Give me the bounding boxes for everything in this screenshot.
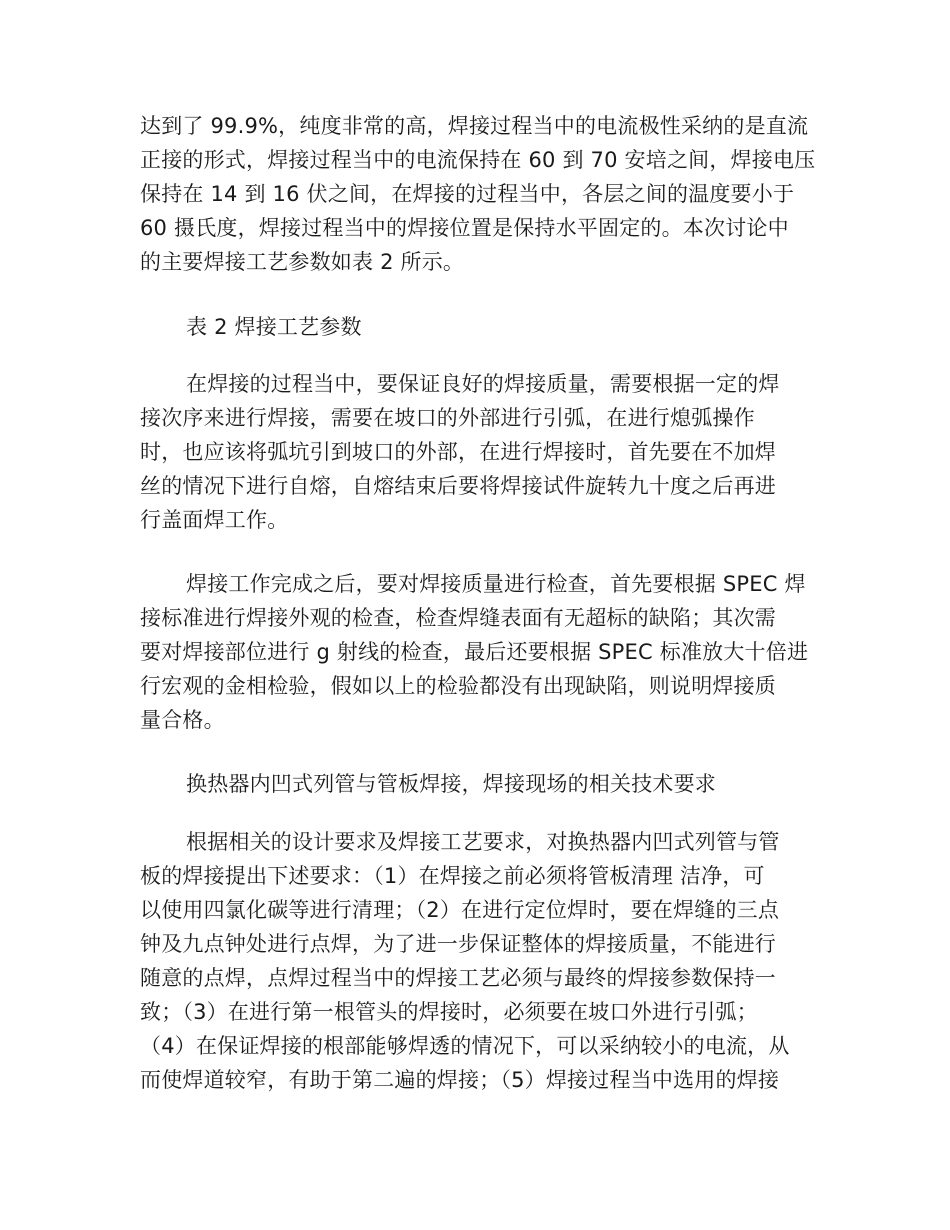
- paragraph-3-line-2: 接次序来进行焊接，需要在坡口的外部进行引弧，在进行熄弧操作: [140, 406, 755, 430]
- section-heading: 换热器内凹式列管与管板焊接，焊接现场的相关技术要求: [186, 772, 716, 796]
- paragraph-1-line-5: 的主要焊接工艺参数如表 2 所示。: [140, 250, 465, 274]
- paragraph-4-line-3: 要对焊接部位进行 g 射线的检查，最后还要根据 SPEC 标准放大十倍进: [140, 640, 809, 664]
- paragraph-1-line-1: 达到了 99.9%，纯度非常的高，焊接过程当中的电流极性采纳的是直流: [140, 114, 809, 138]
- paragraph-6-line-8: 而使焊道较窄，有助于第二遍的焊接；（5）焊接过程当中选用的焊接: [140, 1068, 780, 1092]
- paragraph-3-line-3: 时，也应该将弧坑引到坡口的外部，在进行焊接时，首先要在不加焊: [140, 440, 776, 464]
- paragraph-3-line-5: 行盖面焊工作。: [140, 508, 289, 532]
- paragraph-1-line-4: 60 摄氏度，焊接过程当中的焊接位置是保持水平固定的。本次讨论中: [140, 216, 789, 240]
- paragraph-4-line-5: 量合格。: [140, 708, 225, 732]
- paragraph-6-line-3: 以使用四氯化碳等进行清理；（2）在进行定位焊时，要在焊缝的三点: [140, 898, 780, 922]
- paragraph-6-line-1: 根据相关的设计要求及焊接工艺要求，对换热器内凹式列管与管: [186, 830, 780, 854]
- paragraph-6-line-2: 板的焊接提出下述要求：（1）在焊接之前必须将管板清理 洁净，可: [140, 864, 765, 888]
- table-caption: 表 2 焊接工艺参数: [186, 315, 362, 339]
- paragraph-1-line-3: 保持在 14 到 16 伏之间，在焊接的过程当中，各层之间的温度要小于: [140, 182, 795, 206]
- paragraph-6-line-6: 致；（3）在进行第一根管头的焊接时，必须要在坡口外进行引弧；: [140, 1000, 758, 1024]
- paragraph-6-line-4: 钟及九点钟处进行点焊，为了进一步保证整体的焊接质量，不能进行: [140, 932, 776, 956]
- paragraph-4-line-4: 行宏观的金相检验，假如以上的检验都没有出现缺陷，则说明焊接质: [140, 674, 776, 698]
- paragraph-4-line-1: 焊接工作完成之后，要对焊接质量进行检查，首先要根据 SPEC 焊: [186, 572, 806, 596]
- paragraph-6-line-7: （4）在保证焊接的根部能够焊透的情况下，可以采纳较小的电流，从: [140, 1034, 790, 1058]
- paragraph-4-line-2: 接标准进行焊接外观的检查，检查焊缝表面有无超标的缺陷；其次需: [140, 606, 776, 630]
- paragraph-1-line-2: 正接的形式，焊接过程当中的电流保持在 60 到 70 安培之间，焊接电压: [140, 148, 816, 172]
- paragraph-6-line-5: 随意的点焊，点焊过程当中的焊接工艺必须与最终的焊接参数保持一: [140, 966, 776, 990]
- paragraph-3-line-1: 在焊接的过程当中，要保证良好的焊接质量，需要根据一定的焊: [186, 372, 780, 396]
- paragraph-3-line-4: 丝的情况下进行自熔，自熔结束后要将焊接试件旋转九十度之后再进: [140, 474, 776, 498]
